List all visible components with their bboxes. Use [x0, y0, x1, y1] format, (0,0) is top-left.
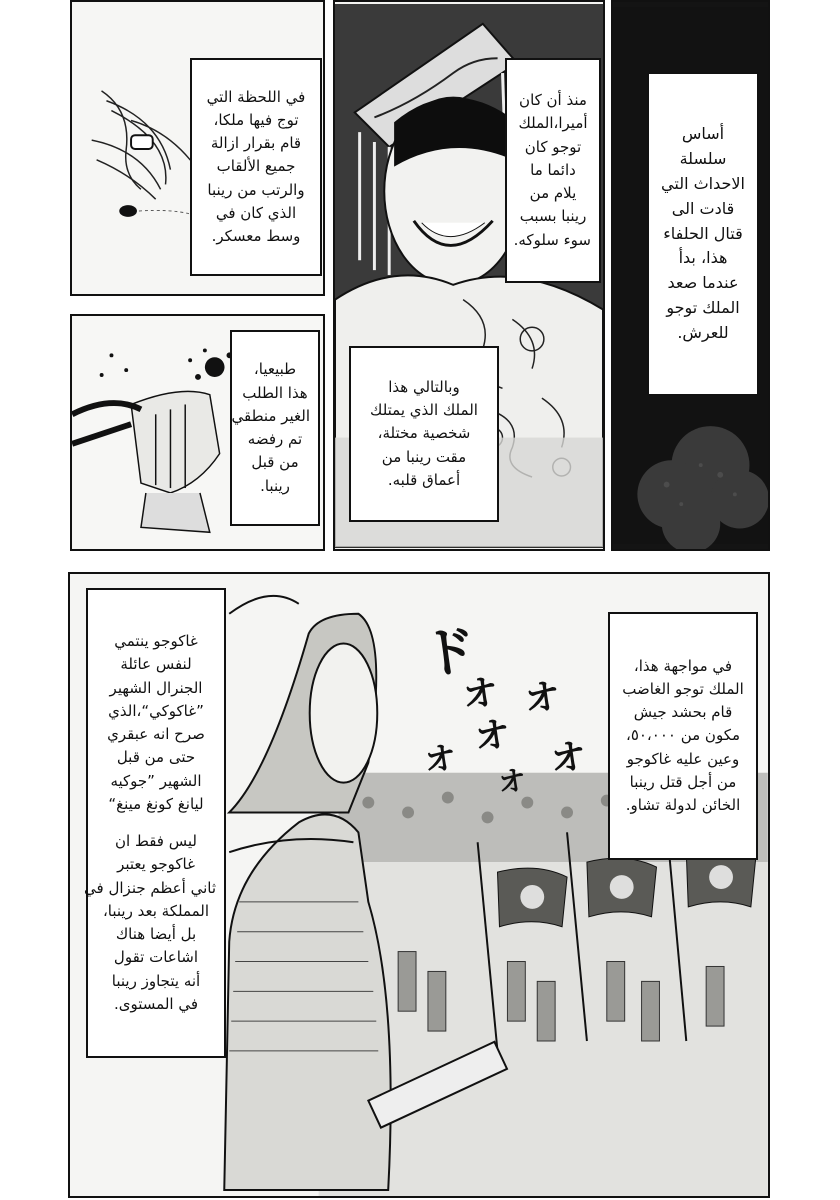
caption-line: قام بحشد جيش [633, 703, 733, 722]
sfx-mark: オ [421, 737, 459, 781]
caption-line: رينبا. [260, 476, 290, 495]
caption-line: لنفس عائلة [120, 655, 192, 674]
panel-ring-hand [70, 0, 325, 296]
caption-line: رينبا بسبب [519, 207, 587, 226]
caption-line: ليانغ كونغ مينغ“ [108, 794, 204, 813]
caption-line: قادت الى [671, 198, 735, 218]
caption-dark-panel [647, 72, 759, 396]
caption-line: طبيعيا، [253, 360, 297, 379]
caption-line: جميع الألقاب [216, 157, 296, 176]
caption-line: وعين عليه غاكوجو [626, 749, 740, 768]
caption-line: الغير منطقي [231, 406, 310, 425]
caption-line: شخصية مختلة، [377, 424, 471, 443]
caption-line: مكون من ٥٠،٠٠٠، [625, 726, 741, 745]
caption-line: سلسلة [679, 149, 727, 169]
caption-line: الذي كان في [215, 203, 297, 222]
sfx-mark: オ [547, 735, 590, 782]
falling-ring-icon [119, 205, 137, 217]
caption-line: في المستوى. [113, 994, 199, 1013]
caption-line: الخائن لدولة تشاو. [625, 796, 741, 815]
caption-line: الجنرال الشهير [109, 678, 203, 697]
panel-dark [611, 0, 770, 551]
caption-line: بل أيضا هناك [115, 925, 197, 943]
caption-general-right [608, 612, 758, 860]
caption-line: هذا الطلب [242, 383, 308, 402]
panel-general-army [68, 572, 770, 1198]
caption-line: الملك توجو الغاضب [622, 679, 744, 698]
caption-line: المملكة بعد رينبا، [102, 901, 210, 920]
caption-line: وبالتالي هذا [388, 377, 460, 396]
caption-line: في اللحظة التي [206, 87, 306, 106]
caption-line: غاكوجو يعتبر [117, 855, 195, 874]
caption-line: الاحداث التي [661, 174, 745, 193]
caption-line: والرتب من رينبا [207, 180, 305, 199]
caption-king-top [505, 58, 601, 283]
caption-line: حتى من قبل [116, 748, 196, 767]
caption-line: ثاني أعظم جنزال في [84, 878, 216, 897]
caption-line: ليس فقط ان [115, 832, 197, 850]
panel-king-toujou [333, 0, 605, 551]
caption-line: تم رفضه [247, 430, 303, 448]
caption-king-bottom [349, 346, 499, 522]
caption-line: أنه يتجاوز رينبا [111, 971, 201, 990]
caption-line: الملك توجو [666, 297, 740, 317]
caption-line: للعرش. [677, 322, 729, 342]
caption-ring-panel [190, 58, 322, 276]
sfx-mark: オ [471, 713, 514, 760]
ring-icon [131, 135, 153, 149]
caption-line: من أجل قتل رينبا [629, 772, 737, 791]
caption-line: قام بقرار ازالة [210, 134, 302, 153]
caption-line: الملك الذي يمتلك [370, 401, 478, 420]
caption-line: في مواجهة هذا، [633, 656, 733, 675]
caption-line: أميرا،الملك [518, 114, 588, 133]
panel-soldier [70, 314, 325, 551]
caption-line: اشاعات تقول [113, 948, 199, 967]
caption-line: يلام من [529, 184, 577, 203]
sfx-mark: オ [496, 763, 529, 800]
caption-line: أعماق قلبه. [387, 470, 461, 489]
caption-line: صرح انه عبقري [107, 725, 205, 743]
caption-line: دائما ما [530, 160, 576, 179]
caption-line: منذ أن كان [519, 91, 587, 110]
caption-line: عندما صعد [667, 273, 739, 293]
caption-line: هذا، بدأ [678, 248, 728, 268]
caption-line: غاكوجو ينتمي [114, 632, 198, 650]
caption-line: الشهير ”جوكيه [110, 771, 202, 790]
sfx-mark: オ [521, 675, 564, 722]
caption-general-left [86, 588, 226, 1058]
caption-line: قتال الحلفاء [663, 223, 743, 243]
caption-line: أساس [681, 124, 725, 144]
sfx-mark: オ [459, 671, 502, 718]
caption-line: توج فيها ملكا، [213, 110, 299, 129]
caption-soldier-panel [230, 330, 320, 526]
sfx-main: ド [418, 617, 481, 688]
caption-line: من قبل [251, 453, 299, 472]
caption-line: مقت رينبا من [381, 447, 467, 466]
caption-line: ”غاكوكي“،الذي [108, 701, 204, 720]
caption-line: وسط معسكر. [211, 227, 301, 246]
caption-line: سوء سلوكه. [513, 230, 591, 249]
general-face [310, 644, 378, 783]
caption-line: توجو كان [524, 137, 582, 156]
